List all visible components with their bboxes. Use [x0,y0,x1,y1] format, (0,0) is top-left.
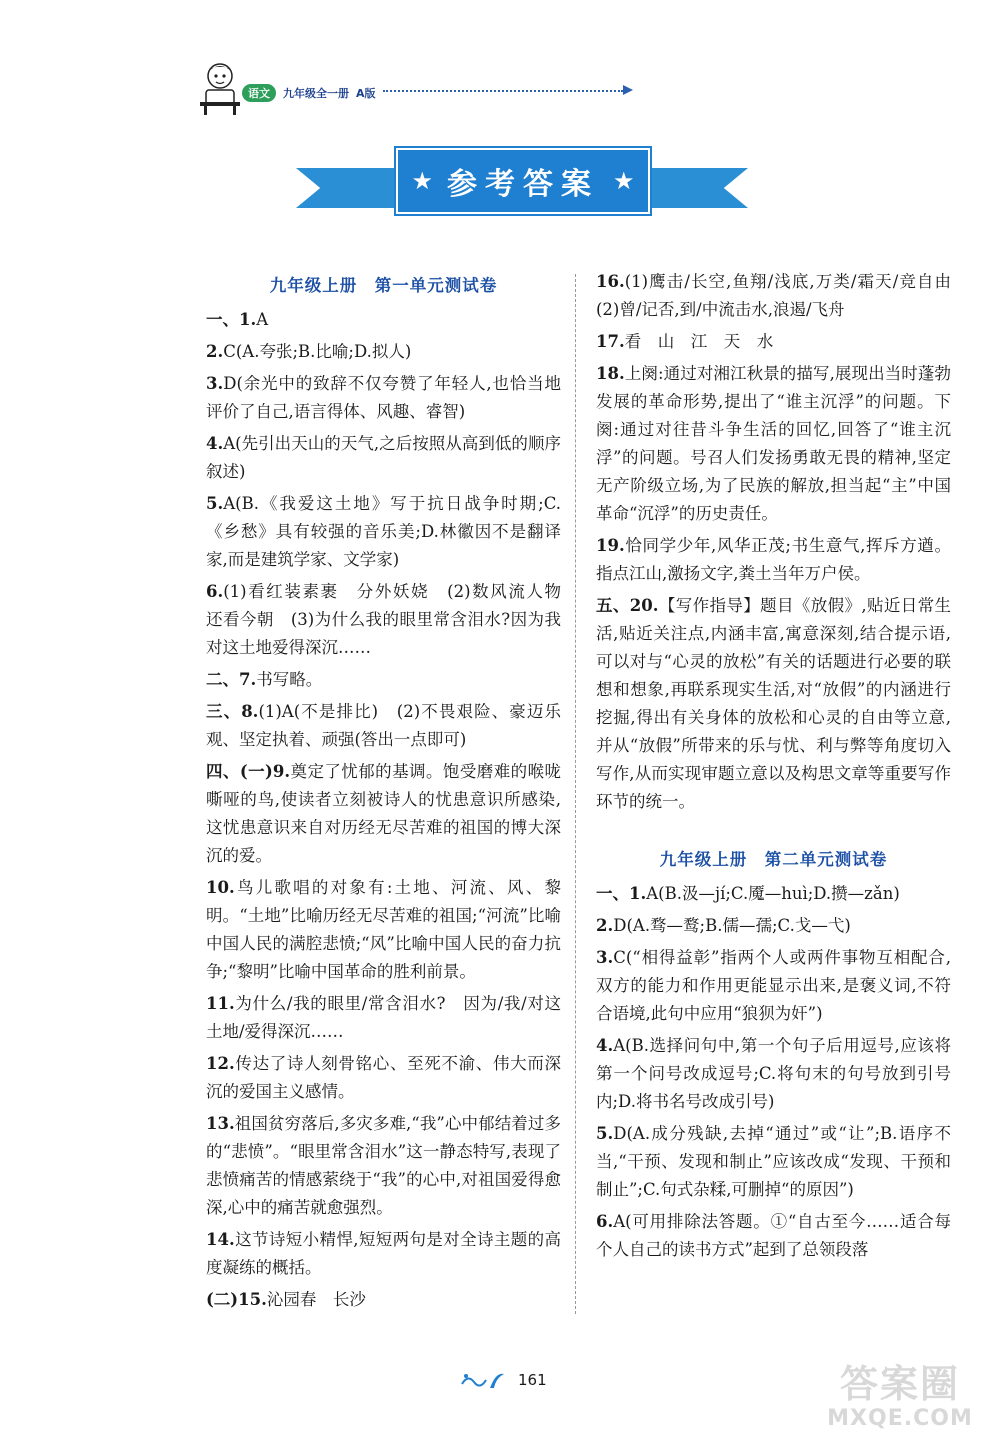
answer-item [596,1032,951,1116]
answer-text: (1)A(不是排比) (2)不畏艰险、豪迈乐观、坚定执着、顽强(答出一点即可) [206,702,561,749]
question-number: 2. [596,916,614,935]
question-number: 一、1. [596,884,647,903]
page-footer [460,1368,547,1392]
answer-text: (1)看红装素裹 分外妖娆 (2)数风流人物 还看今朝 (3)为什么我的眼里常含泪水?因为我对这土地爱得深沉…… [206,582,578,657]
watermark-url: MXQE.COM [827,1406,973,1431]
page-title: 参考答案 [447,167,599,202]
question-number: 14. [206,1230,235,1249]
star-icon: ★ [411,167,433,195]
answer-text: 奠定了忧郁的基调。饱受磨难的喉咙嘶哑的鸟,使读者立刻被诗人的忧患意识所感染,这忧患意识来自对历经无尽苦难的祖国的博大深沉的爱。 [206,762,562,865]
answer-item [206,666,561,694]
left-column [206,268,578,1318]
page-header [198,60,698,120]
banner-ribbon-right [638,168,748,208]
answer-text: D(A.骛—鹜;B.儒—孺;C.戈—弋) [613,916,851,935]
answer-item [206,698,561,754]
answer-text: 恰同学少年,风华正茂;书生意气,挥斥方遒。指点江山,激扬文字,粪土当年万户侯。 [596,536,951,583]
question-number: 一、1. [206,310,257,329]
answer-item [206,1110,561,1222]
answer-item [596,268,968,324]
answer-text: D(A.成分残缺,去掉“通过”或“让”;B.语序不当,“干预、发现和制止”应该改成“发现、干预和制止”;C.句式杂糅,可删掉“的原因”) [596,1124,951,1199]
answer-text: A(B.选择问句中,第一个句子后用逗号,应该将第一个问号改成逗号;C.将句末的句号放到引号内;D.将书名号改成引号) [596,1036,951,1111]
banner-box [396,148,650,214]
question-number: 4. [596,1036,614,1055]
watermark-text: 答案圈 [839,1362,960,1406]
answer-list [596,880,951,1264]
answer-text: C(A.夸张;B.比喻;D.拟人) [223,342,412,361]
answer-text: A(B.《我爱这土地》写于抗日战争时期;C.《乡愁》具有较强的音乐美;D.林徽因不是翻译家,而是建筑学家、文学家) [206,494,561,569]
question-number: 二、7. [206,670,257,689]
student-mascot-icon [198,60,244,116]
answer-item [596,532,951,588]
answer-text: 书写略。 [256,670,323,689]
answer-text: D(余光中的致辞不仅夸赞了年轻人,也恰当地评价了自己,语言得体、风趣、睿智) [206,374,561,421]
answer-item [596,944,951,1028]
section-title-unit-2: 九年级上册 第二单元测试卷 [659,850,888,869]
question-number: 3. [596,948,614,967]
star-icon: ★ [613,167,635,195]
wave-ornament-icon [460,1368,508,1392]
answer-item [596,328,951,356]
answer-text: A(先引出天山的天气,之后按照从高到低的顺序叙述) [206,434,561,481]
question-number: 10. [206,878,235,897]
answer-item [596,592,951,816]
question-number: 16. [596,272,625,291]
answer-text: 传达了诗人刻骨铭心、至死不渝、伟大而深沉的爱国主义感情。 [206,1054,561,1101]
answer-item [206,1050,561,1106]
answer-banner [296,148,748,214]
answer-item [596,360,951,528]
answer-text: 祖国贫穷落后,多灾多难,“我”心中郁结着过多的“悲愤”。“眼里常含泪水”这一静态特写,表现了悲愤痛苦的情感萦绕于“我”的心中,对祖国爱得愈深,心中的痛苦就愈强烈。 [206,1114,561,1217]
answer-item [596,1208,951,1264]
answer-item [206,490,561,574]
question-number: 2. [206,342,224,361]
answer-item [206,1286,561,1314]
question-number: 17. [596,332,625,351]
answer-item [596,912,951,940]
question-number: 11. [206,994,235,1013]
question-number: 12. [206,1054,235,1073]
answer-text: 上阕:通过对湘江秋景的描写,展现出当时蓬勃发展的革命形势,提出了“谁主沉浮”的问题。下阕:通过对往昔斗争生活的回忆,回答了“谁主沉浮”的问题。号召人们发扬勇敢无畏的精神,坚定无产阶级立场,为了民族的解放,担当起“主”中国革命“沉浮”的历史责任。 [596,364,951,523]
answer-text: A [256,310,269,329]
answer-text: 看 山 江 天 水 [624,332,774,351]
answer-item [206,338,561,366]
answer-text: A(B.汲—jí;C.魇—huì;D.攒—zǎn) [646,884,900,903]
answer-text: 鸟儿歌唱的对象有:土地、河流、风、黎明。“土地”比喻历经无尽苦难的祖国;“河流”比喻中国人民的满腔悲愤;“风”比喻中国人民的奋力抗争;“黎明”比喻中国革命的胜利前景。 [206,878,561,981]
question-number: 4. [206,434,224,453]
question-number: 五、20. [596,596,659,615]
question-number: 13. [206,1114,235,1133]
banner-ribbon-left [296,168,406,208]
answer-text: 这节诗短小精悍,短短两句是对全诗主题的高度凝练的概括。 [206,1230,561,1277]
page-number: 161 [518,1371,547,1389]
answer-text: 为什么/我的眼里/常含泪水? 因为/我/对这土地/爱得深沉…… [206,994,561,1041]
right-column [596,268,968,1268]
answer-item [206,758,561,870]
question-number: 5. [596,1124,614,1143]
answer-item [206,306,561,334]
question-number: 19. [596,536,625,555]
answer-text: (1)鹰击/长空,鱼翔/浅底,万类/霜天/竞自由 (2)曾/记否,到/中流击水,浪遏/飞舟 [596,272,968,319]
answer-list [596,268,968,816]
column-divider [575,274,576,1314]
dotted-arrow-icon [383,90,623,98]
answer-text: 沁园春 长沙 [266,1290,366,1309]
answer-item [206,370,561,426]
question-number: 6. [206,582,224,601]
answer-item [206,1226,561,1282]
answer-text: 【写作指导】题目《放假》,贴近日常生活,贴近关注点,内涵丰富,寓意深刻,结合提示语,可以对与“心灵的放松”有关的话题进行必要的联想和想象,再联系现实生活,对“放假”的内涵进行挖掘,得出有关身体的放松和心灵的自由等立意,并从“放假”所带来的乐与忧、利与弊等角度切入写作,从而实现审题立意以及构思文章等重要写作环节的统一。 [596,596,951,811]
section-title-unit-1: 九年级上册 第一单元测试卷 [269,276,498,295]
answer-item [206,990,561,1046]
site-watermark [812,1362,988,1440]
answer-list [206,306,578,1314]
answer-item [206,578,578,662]
question-number: 5. [206,494,224,513]
answer-item [596,1120,951,1204]
subject-badge: 语文 [242,84,276,102]
answer-text: A(可用排除法答题。①“自古至今……适合每个人自己的读书方式”起到了总领段落 [596,1212,951,1259]
question-number: 18. [596,364,625,383]
question-number: 三、8. [206,702,259,721]
grade-label: 九年级全一册 [283,87,349,100]
question-number: (二)15. [206,1290,267,1309]
edition-label: A版 [356,87,376,100]
answer-item [206,874,561,986]
question-number: 四、(一)9. [206,762,291,781]
answer-item [206,430,561,486]
answer-text: C(“相得益彰”指两个人或两件事物互相配合,双方的能力和作用更能显示出来,是褒义词,不符合语境,此句中应用“狼狈为奸”) [596,948,951,1023]
question-number: 3. [206,374,224,393]
question-number: 6. [596,1212,614,1231]
answer-item [596,880,951,908]
